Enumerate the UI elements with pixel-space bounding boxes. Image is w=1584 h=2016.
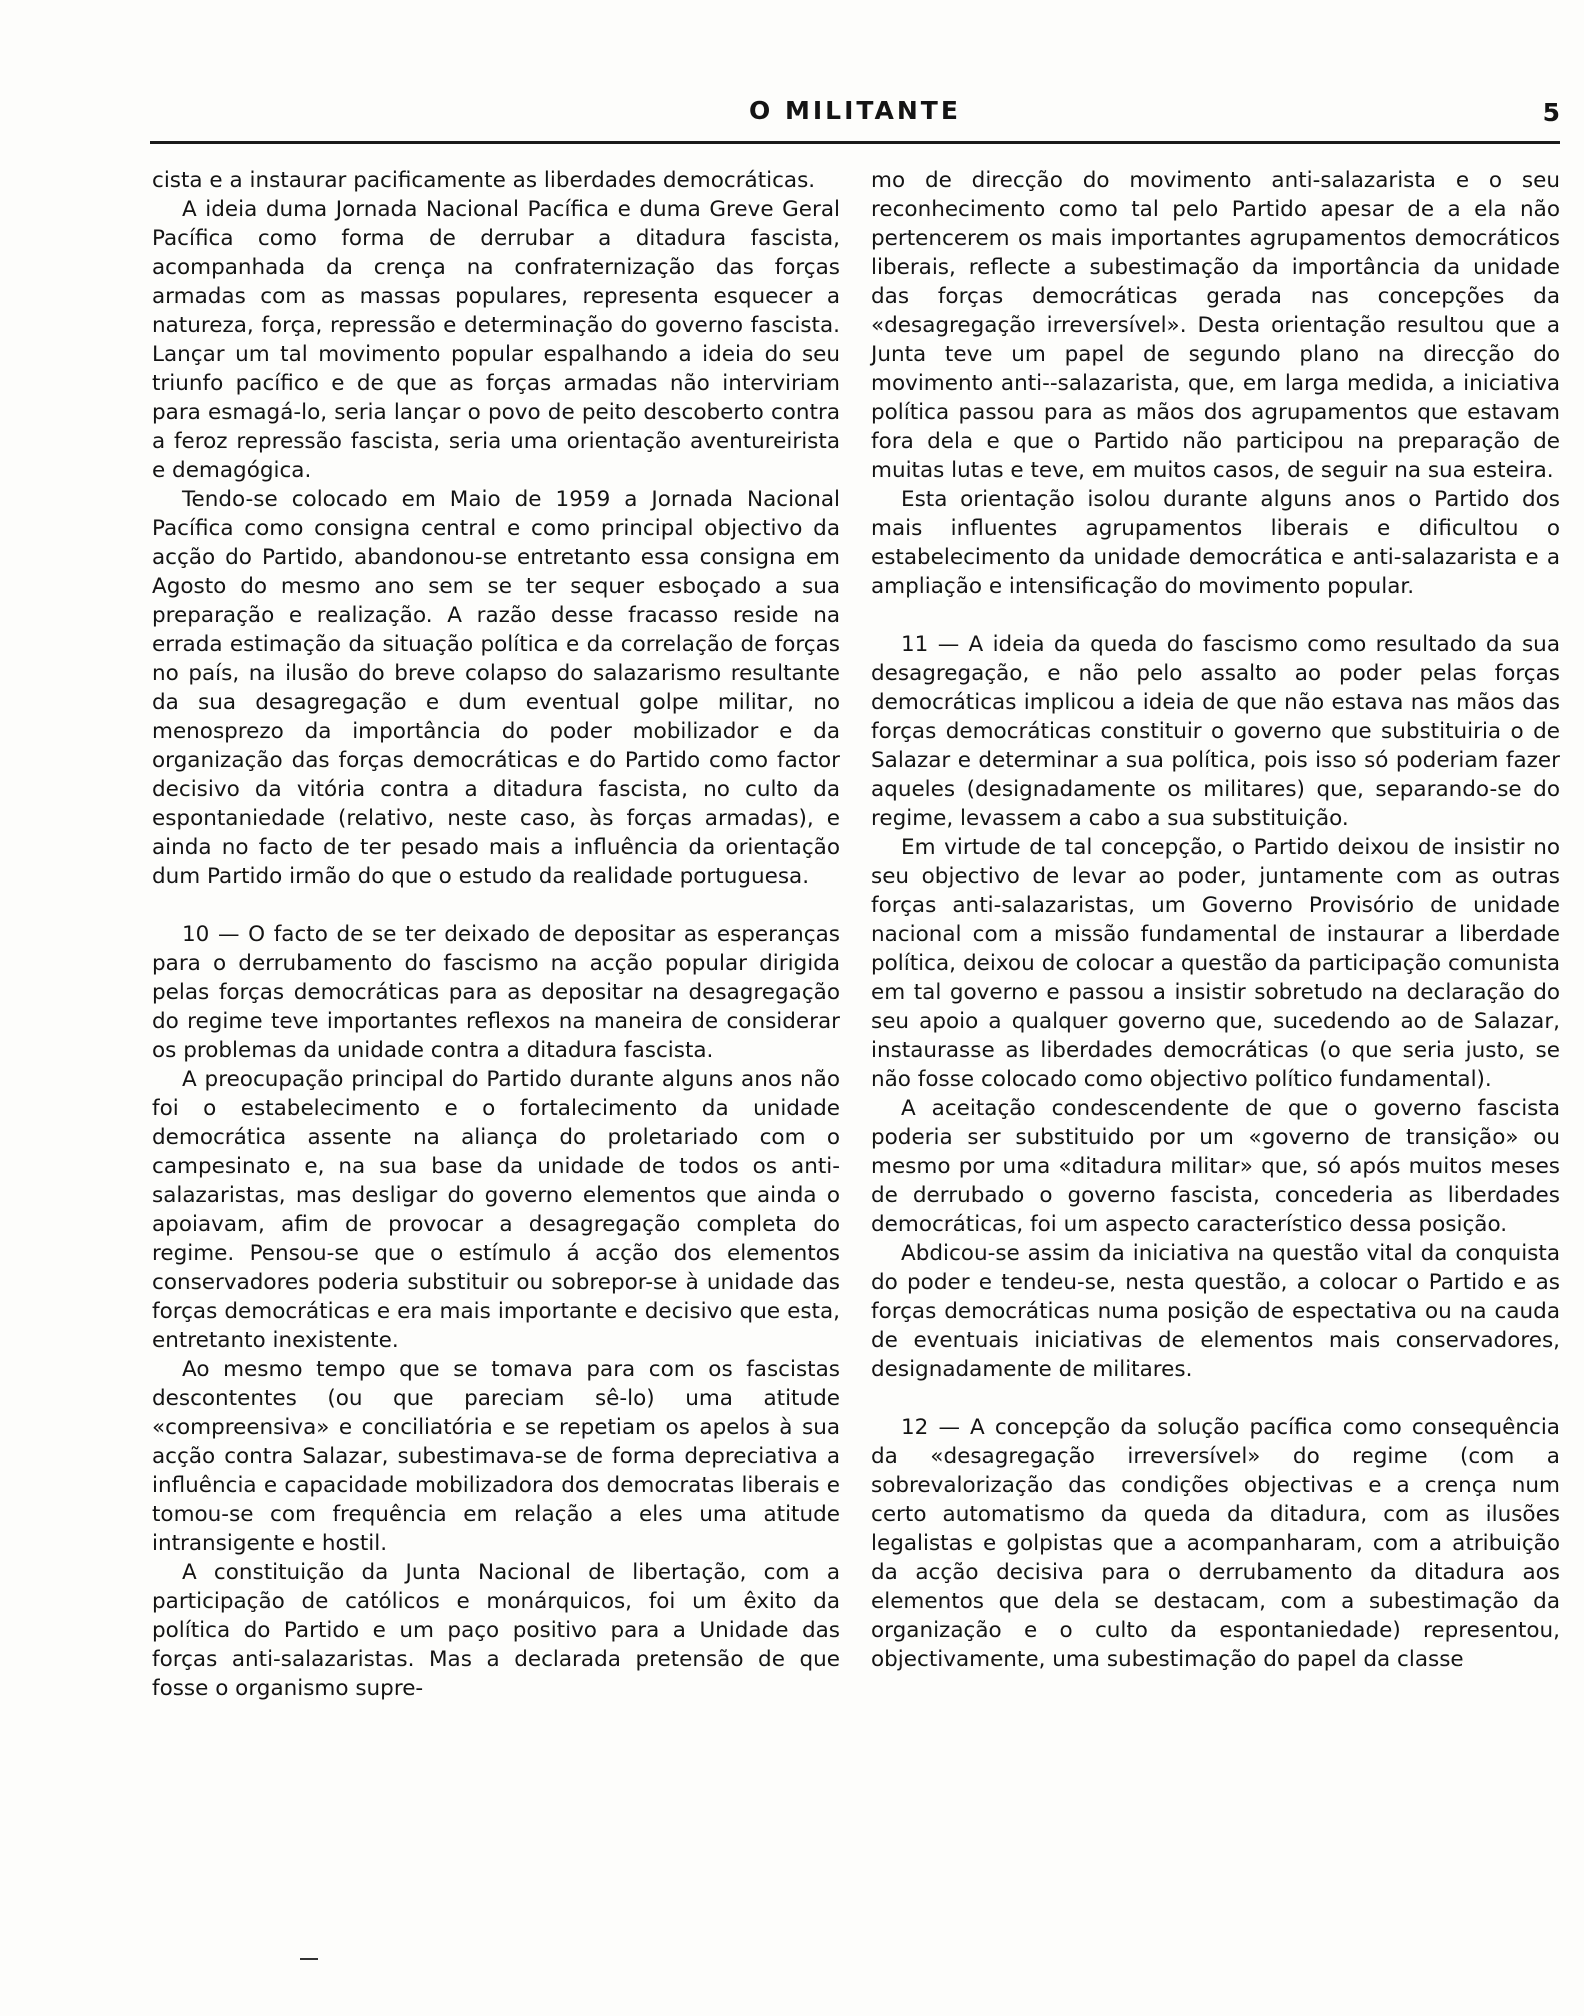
- numbered-paragraph: 11 — A ideia da queda do fascismo como resultado da sua desagregação, e não pelo assalto ao poder pelas forças democráticas implicou a ideia de que não estava nas mãos das forças democráticas constituir o governo que substituiria o de Salazar e determinar a sua política, pois isso só poderiam fazer aqueles (designadamente os militares) que, separando-se do regime, levassem a cabo a sua substituição.: [871, 632, 1560, 831]
- paragraph: Esta orientação isolou durante alguns anos o Partido dos mais influentes agrupamentos liberais e dificultou o estabelecimento da unidade democrática e anti-salazarista e a ampliação e intensificação do movimento popular.: [871, 487, 1560, 599]
- header-rule: [150, 141, 1560, 144]
- paragraph: Ao mesmo tempo que se tomava para com os fascistas descontentes (ou que pareciam sê-lo) uma atitude «compreensiva» e conciliatória e se repetiam os apelos à sua acção contra Salazar, subestimava-se de forma depreciativa a influência e capacidade mobilizadora dos democratas liberais e tomou-se com frequência em relação a eles uma atitude intransigente e hostil.: [152, 1357, 840, 1556]
- paragraph: Abdicou-se assim da iniciativa na questão vital da conquista do poder e tendeu-se, nesta questão, a colocar o Partido e as forças democráticas numa posição de espectativa ou na cauda de eventuais iniciativas de elementos mais conservadores, designadamente de militares.: [871, 1241, 1560, 1382]
- print-mark: [300, 1958, 318, 1960]
- publication-title: O MILITANTE: [749, 96, 961, 125]
- right-column: [871, 166, 1560, 1674]
- paragraph: A ideia duma Jornada Nacional Pacífica e duma Greve Geral Pacífica como forma de derrubar a ditadura fascista, acompanhada da crença na confraternização das forças armadas com as massas populares, representa esquecer a natureza, força, repressão e determinação do governo fascista. Lançar um tal movimento popular espalhando a ideia do seu triunfo pacífico e de que as forças armadas não interviriam para esmagá-lo, seria lançar o povo de peito descoberto contra a feroz repressão fascista, seria uma orientação aventureirista e demagógica.: [152, 197, 840, 483]
- page-number: 5: [1542, 98, 1560, 127]
- page-header: [150, 96, 1560, 136]
- numbered-paragraph: 12 — A concepção da solução pacífica como consequência da «desagregação irreversível» do regime (com a sobrevalorização das condições objectivas e a crença num certo automatismo da queda da ditadura, com as ilusões legalistas e golpistas que a acompanharam, com a atribuição da acção decisiva para o derrubamento da ditadura aos elementos que dela se destacam, com a subestimação da organização e o culto da espontaniedade) representou, objectivamente, uma subestimação do papel da classe: [871, 1415, 1560, 1672]
- paragraph: mo de direcção do movimento anti-salazarista e o seu reconhecimento como tal pelo Partido apesar de a ela não pertencerem os mais importantes agrupamentos democráticos liberais, reflecte a subestimação da importância da unidade das forças democráticas gerada nas concepções da «desagregação irreversível». Desta orientação resultou que a Junta teve um papel de segundo plano na direcção do movimento anti--salazarista, que, em larga medida, a iniciativa política passou para as mãos dos agrupamentos que estavam fora dela e que o Partido não participou na preparação de muitas lutas e teve, em muitos casos, de seguir na sua esteira.: [871, 168, 1560, 483]
- paragraph: Tendo-se colocado em Maio de 1959 a Jornada Nacional Pacífica como consigna central e como principal objectivo da acção do Partido, abandonou-se entretanto essa consigna em Agosto do mesmo ano sem se ter sequer esboçado a sua preparação e realização. A razão desse fracasso reside na errada estimação da situação política e da correlação de forças no país, na ilusão do breve colapso do salazarismo resultante da sua desagregação e dum eventual golpe militar, no menosprezo da importância do poder mobilizador e da organização das forças democráticas e do Partido como factor decisivo da vitória contra a ditadura fascista, no culto da espontaniedade (relativo, neste caso, às forças armadas), e ainda no facto de ter pesado mais a influência da orientação dum Partido irmão do que o estudo da realidade portuguesa.: [152, 487, 840, 889]
- paragraph: A preocupação principal do Partido durante alguns anos não foi o estabelecimento e o fortalecimento da unidade democrática assente na aliança do proletariado com o campesinato e, na sua base da unidade de todos os anti-salazaristas, mas desligar do governo elementos que ainda o apoiavam, afim de provocar a desagregação completa do regime. Pensou-se que o estímulo á acção dos elementos conservadores poderia substituir ou sobrepor-se à unidade das forças democráticas e era mais importante e decisivo que esta, entretanto inexistente.: [152, 1067, 840, 1353]
- paragraph: A constituição da Junta Nacional de libertação, com a participação de católicos e monárquicos, foi um êxito da política do Partido e um paço positivo para a Unidade das forças anti-salazaristas. Mas a declarada pretensão de que fosse o organismo supre-: [152, 1560, 840, 1701]
- paragraph: cista e a instaurar pacificamente as liberdades democráticas.: [152, 168, 816, 193]
- paragraph: A aceitação condescendente de que o governo fascista poderia ser substituido por um «governo de transição» ou mesmo por uma «ditadura militar» que, só após muitos meses de derrubado o governo fascista, concederia as liberdades democráticas, foi um aspecto característico dessa posição.: [871, 1096, 1560, 1237]
- numbered-paragraph: 10 — O facto de se ter deixado de depositar as esperanças para o derrubamento do fascismo na acção popular dirigida pelas forças democráticas para as depositar na desagregação do regime teve importantes reflexos na maneira de considerar os problemas da unidade contra a ditadura fascista.: [152, 922, 840, 1063]
- left-column: [152, 166, 840, 1703]
- paragraph: Em virtude de tal concepção, o Partido deixou de insistir no seu objectivo de levar ao poder, juntamente com as outras forças anti-salazaristas, um Governo Provisório de unidade nacional com a missão fundamental de instaurar a liberdade política, deixou de colocar a questão da participação comunista em tal governo e passou a insistir sobretudo na declaração do seu apoio a qualquer governo que, sucedendo ao de Salazar, instaurasse as liberdades democráticas (o que seria justo, se não fosse colocado como objectivo político fundamental).: [871, 835, 1560, 1092]
